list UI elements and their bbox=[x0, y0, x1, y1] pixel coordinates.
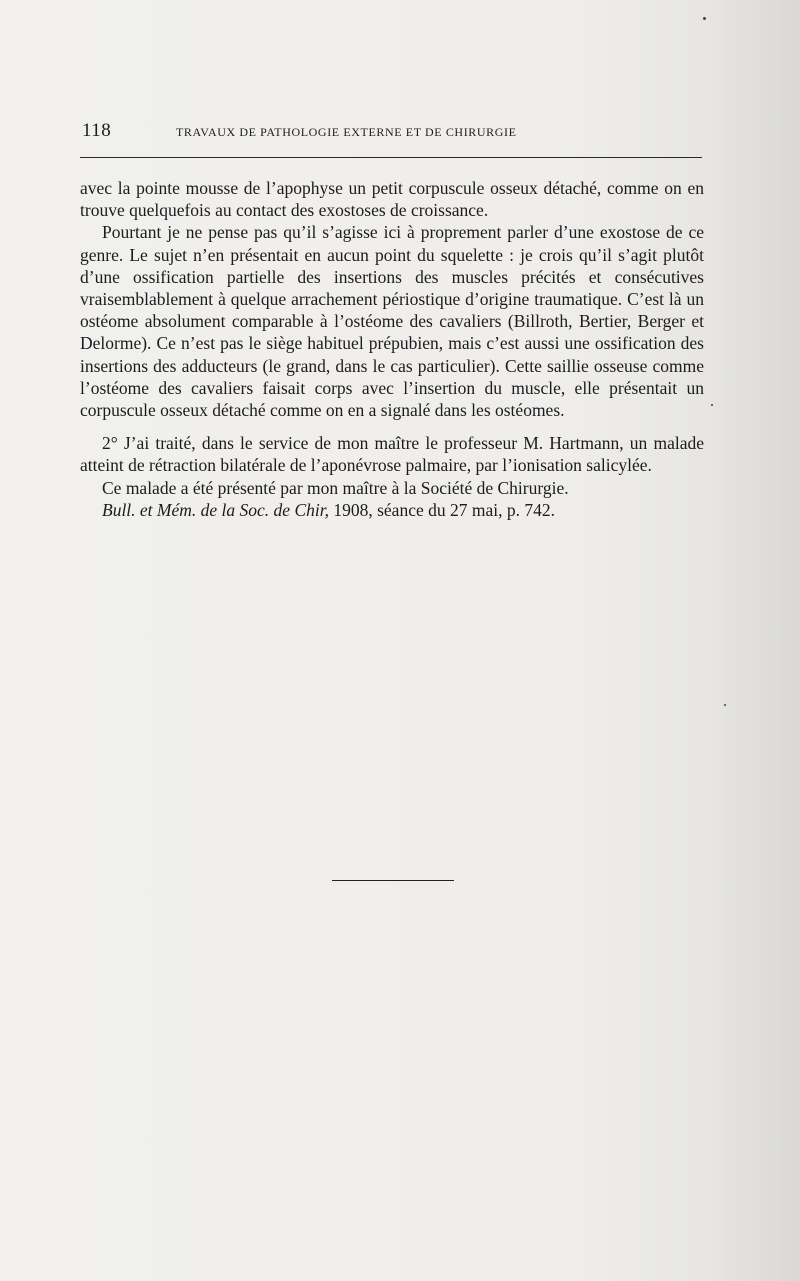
citation-details: 1908, séance du 27 mai, p. 742. bbox=[328, 499, 555, 520]
paragraph-case-two: 2° J’ai traité, dans le service de mon maître le professeur M. Hartmann, un malade atteint de rétraction bilatérale de l’aponévrose palmaire, par l’ionisation salicylée. bbox=[80, 433, 704, 476]
ink-speck bbox=[724, 704, 726, 706]
header-rule bbox=[80, 157, 702, 158]
paragraph-continuation: avec la pointe mousse de l’apophyse un petit corpuscule osseux détaché, comme on en trouve quelquefois au contact des exostoses de croissance. bbox=[80, 178, 704, 221]
ink-speck bbox=[711, 404, 713, 406]
paragraph-presentation: Ce malade a été présenté par mon maître à la Société de Chirurgie. bbox=[102, 477, 569, 498]
citation-journal: Bull. et Mém. de la Soc. de Chir, bbox=[102, 499, 329, 520]
running-head bbox=[82, 120, 702, 144]
citation bbox=[80, 499, 704, 521]
ink-speck bbox=[703, 17, 706, 20]
end-rule bbox=[332, 880, 454, 881]
body-text bbox=[80, 177, 704, 521]
running-title: TRAVAUX DE PATHOLOGIE EXTERNE ET DE CHIRURGIE bbox=[176, 125, 517, 139]
paragraph-osteome: Pourtant je ne pense pas qu’il s’agisse ici à proprement parler d’une exostose de ce genre. Le sujet n’en présentait en aucun point du squelette : je crois qu’il s’agit plutôt d’une ossification partielle des insertions des muscles précités et consécutives vraisemblablement à quelque arrachement périostique d’origine traumatique. C’est là un ostéome absolument comparable à l’ostéome des cavaliers (Billroth, Bertier, Berger et Delorme). Ce n’est pas le siège habituel prépubien, mais c’est aussi une ossification des insertions des adducteurs (le grand, dans le cas particulier). Cette saillie osseuse comme l’ostéome des cavaliers faisait corps avec l’insertion du muscle, elle présentait un corpuscule osseux détaché comme on en a signalé dans les ostéomes. bbox=[80, 222, 704, 421]
page-number: 118 bbox=[82, 120, 112, 141]
